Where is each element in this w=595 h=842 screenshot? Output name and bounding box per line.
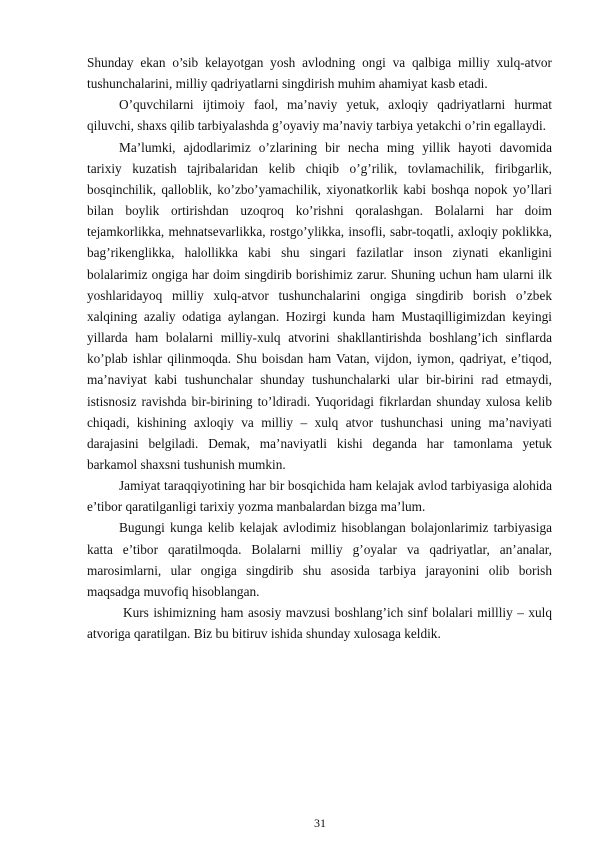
paragraph-5: Bugungi kunga kelib kelajak avlodimiz hisoblangan bolajonlarimiz tarbiyasiga katta e’tibor qaratilmoqda. Bolalarni milliy g’oyalar va qadriyatlar, an’analar, marosimlarni, ular ongiga singdirib shu asosida tarbiya jarayonini olib borish maqsadga muvofiq hisoblangan. (87, 520, 552, 599)
paragraph-3: Ma’lumki, ajdodlarimiz o’zlarining bir necha ming yillik hayoti davomida tarixiy kuzatish tajribalaridan kelib chiqib o’g’rilik, tovlamachilik, firibgarlik, bosqinchilik, qalloblik, ko’zbo’yamachilik, xiyonatkorlik kabi boshqa nopok yo’llari bilan boylik ortirishdan uzoqroq ko’rishni qoralashgan. Bolalarni har doim tejamkorlikka, mehnatsevarlikka, rostgo’ylikka, insofli, sabr-toqatli, axloqiy poklikka, bag’rikenglikka, halollikka kabi shu singari fazilatlar inson ziynati ekanligini bolalarimiz ongiga har doim singdirib borishimiz zarur. Shuning uchun ham ularni ilk yoshlaridayoq milliy xulq-atvor tushunchalarini ongiga singdirib borish o’zbek xalqining azaliy odatiga aylangan. Hozirgi kunda ham Mustaqilligimizdan keyingi yillarda ham bolalarni milliy-xulq atvorini shakllantirishda boshlang’ich sinflarda ko’plab ishlar qilinmoqda. Shu boisdan ham Vatan, vijdon, iymon, qadriyat, e’tiqod, ma’naviyat kabi tushunchalar shunday tushunchalarki ular bir-birini rad etmaydi, istisnosiz ravishda bir-birining to’ldiradi. Yuqoridagi fikrlardan shunday xulosa kelib chiqadi, kishining axloqiy va milliy – xulq atvor tushunchasi uning ma’naviyati darajasini belgiladi. Demak, ma’naviyatli kishi deganda har tamonlama yetuk barkamol shaxsni tushunish mumkin. (87, 139, 552, 472)
paragraph-6: Kurs ishimizning ham asosiy mavzusi boshlang’ich sinf bolalari millliy – xulq atvoriga qaratilgan. Biz bu bitiruv ishida shunday xulosaga keldik. (87, 605, 552, 642)
paragraph-1: Shunday ekan o’sib kelayotgan yosh avlodning ongi va qalbiga milliy xulq-atvor tushunchalarini, milliy qadriyatlarni singdirish muhim ahamiyat kasb etadi. (87, 55, 552, 92)
paragraph-4: Jamiyat taraqqiyotining har bir bosqichida ham kelajak avlod tarbiyasiga alohida e’tibor qaratilganligi tarixiy yozma manbalardan bizga ma’lum. (87, 478, 552, 515)
body-text (87, 52, 552, 644)
page-number: 31 (314, 816, 326, 830)
paragraph-2: O’quvchilarni ijtimoiy faol, ma’naviy yetuk, axloqiy qadriyatlarni hurmat qiluvchi, shaxs qilib tarbiyalashda g’oyaviy ma’naviy tarbiya yetakchi o’rin egallaydi. (87, 97, 552, 134)
